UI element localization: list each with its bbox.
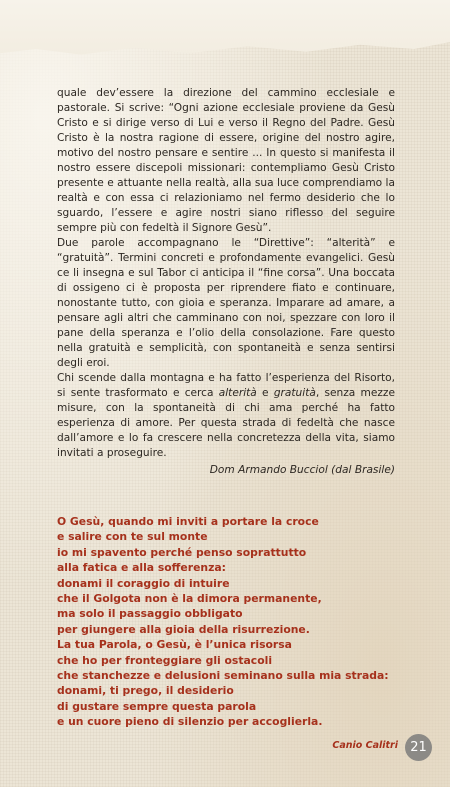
body-text — [57, 86, 395, 478]
paragraph — [57, 371, 395, 461]
torn-paper-decoration — [0, 0, 450, 70]
text-run: Chi scende dalla montagna e ha fatto l’esperienza del Risorto, si sente trasformato e cerca — [57, 372, 395, 399]
prayer-line: e salire con te sul monte — [57, 530, 208, 544]
prayer-line: io mi spavento perché penso soprattutto — [57, 545, 307, 559]
prayer-line: La tua Parola, o Gesù, è l’unica risorsa — [57, 638, 292, 652]
text-run: Due parole accompagnano le “Direttive”: “alterità” e “gratuità”. Termini concreti e profondamente evangelici. Gesù ce li insegna e sul Tabor ci anticipa il “fine corsa”. Una boccata di ossigeno ci è proposta per riprendere fiato e continuare, nonostante tutto, con gioia e speranza. Imparare ad amare, a pensare agli altri che camminano con noi, spezzare con loro il pane della speranza e l’olio della consolazione. Fare questo nella gratuità e semplicità, con spontaneità e senza sentirsi degli eroi. — [57, 237, 395, 369]
prayer-line: donami il coraggio di intuire — [57, 576, 230, 590]
signature: Dom Armando Bucciol (dal Brasile) — [209, 464, 395, 476]
prayer-line: per giungere alla gioia della risurrezione. — [57, 622, 310, 636]
prayer-line: e un cuore pieno di silenzio per accoglierla. — [57, 715, 323, 729]
prayer-line: donami, ti prego, il desiderio — [57, 684, 234, 698]
prayer-line: alla fatica e alla sofferenza: — [57, 561, 226, 575]
text-run: quale dev’essere la direzione del cammino ecclesiale e pastorale. Si scrive: “Ogni azione ecclesiale proviene da Gesù Cristo e si dirige verso di Lui e verso il Regno del Padre. Gesù Cristo è la nostra ragione di essere, origine del nostro agire, motivo del nostro pensare e sentire ... In questo si manifesta il nostro essere discepoli missionari: contempliamo Gesù Cristo presente e attuante nella realtà, alla sua luce comprendiamo la realtà e con essa ci relazioniamo nel fermo desiderio che lo sguardo, l’essere e agire nostri siano riflesso del seguire sempre più con fedeltà il Signore Gesù”. — [57, 87, 395, 234]
prayer — [57, 514, 407, 730]
prayer-line: O Gesù, quando mi inviti a portare la croce — [57, 515, 319, 528]
italic-text: gratuità — [273, 387, 316, 399]
prayer-line: di gustare sempre questa parola — [57, 699, 257, 713]
prayer-line: che il Golgota non è la dimora permanente, — [57, 592, 322, 606]
text-run: e — [256, 387, 274, 399]
prayer-author: Canio Calitri — [332, 740, 398, 751]
italic-text: alterità — [218, 387, 257, 399]
prayer-line: che stanchezze e delusioni seminano sulla mia strada: — [57, 669, 389, 683]
paragraph — [57, 236, 395, 371]
paragraphs — [57, 86, 395, 461]
text-run: , senza mezze misure, con la spontaneità di chi ama perché ha fatto esperienza di amore. Per questa strada di fedeltà che nasce dall’amore e lo fa crescere nella concretezza della vita, siamo invitati a proseguire. — [57, 387, 395, 459]
page-number-badge: 21 — [405, 734, 432, 761]
paragraph — [57, 86, 395, 236]
prayer-line: ma solo il passaggio obbligato — [57, 607, 243, 621]
prayer-line: che ho per fronteggiare gli ostacoli — [57, 653, 273, 667]
